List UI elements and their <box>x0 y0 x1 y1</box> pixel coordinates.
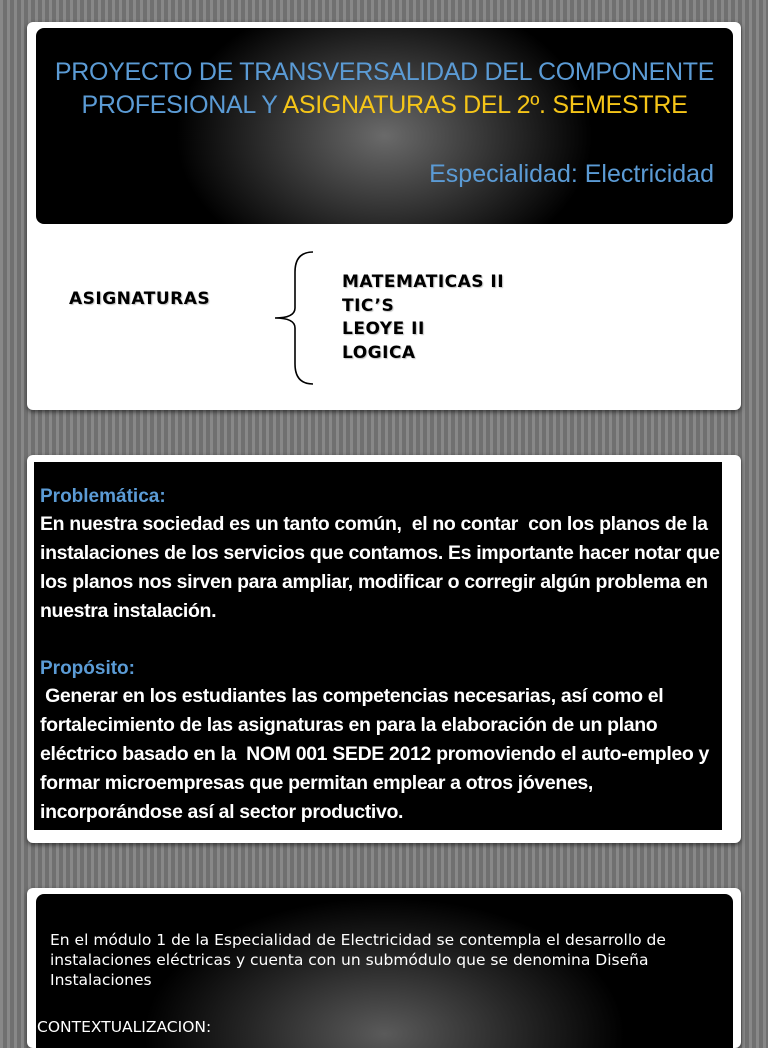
slide-problem-purpose <box>27 455 741 843</box>
subject-item: LEOYE II <box>342 319 425 339</box>
problem-heading: Problemática: <box>40 486 166 507</box>
subjects-label: ASIGNATURAS <box>69 289 211 309</box>
title-line-2-accent: ASIGNATURAS DEL 2º. SEMESTRE <box>282 91 688 119</box>
specialty-label: Especialidad: Electricidad <box>429 160 714 188</box>
subject-item: LOGICA <box>342 342 416 363</box>
purpose-heading: Propósito: <box>40 658 135 679</box>
module-context-panel <box>36 894 733 1048</box>
problem-text: En nuestra sociedad es un tanto común, el no contar con los planos de la instalaciones de los servicios que contamos. Es importante hacer notar que los planos nos sirven para ampliar, modificar o corregir algún problema en nuestra instalación. <box>40 513 725 622</box>
subject-item: MATEMATICAS II <box>342 272 505 292</box>
title-line-2 <box>36 91 733 120</box>
purpose-text: Generar en los estudiantes las competencias necesarias, así como el fortalecimiento de las asignaturas en para la elaboración de un plano eléctrico basado en la NOM 001 SEDE 2012 promoviendo el auto-empleo y formar microempresas que permitan emplear a otros jóvenes, incorporándose así al sector productivo. <box>40 685 715 823</box>
subjects-list <box>342 271 504 365</box>
problem-purpose-panel <box>34 462 725 830</box>
slide-module-context <box>27 888 741 1048</box>
slide-project-title <box>27 22 741 410</box>
module-intro-text: En el módulo 1 de la Especialidad de Electricidad se contempla el desarrollo de instalaciones eléctricas y cuenta con un submódulo que se denomina Diseña Instalaciones <box>50 931 666 989</box>
curly-brace-icon <box>273 250 317 386</box>
context-heading: CONTEXTUALIZACION: <box>37 1018 212 1036</box>
title-line-2-part-1: PROFESIONAL Y <box>81 91 283 119</box>
subject-item: TIC’S <box>342 295 395 316</box>
title-banner <box>36 28 733 224</box>
title-line-1: PROYECTO DE TRANSVERSALIDAD DEL COMPONENTE <box>54 58 715 86</box>
